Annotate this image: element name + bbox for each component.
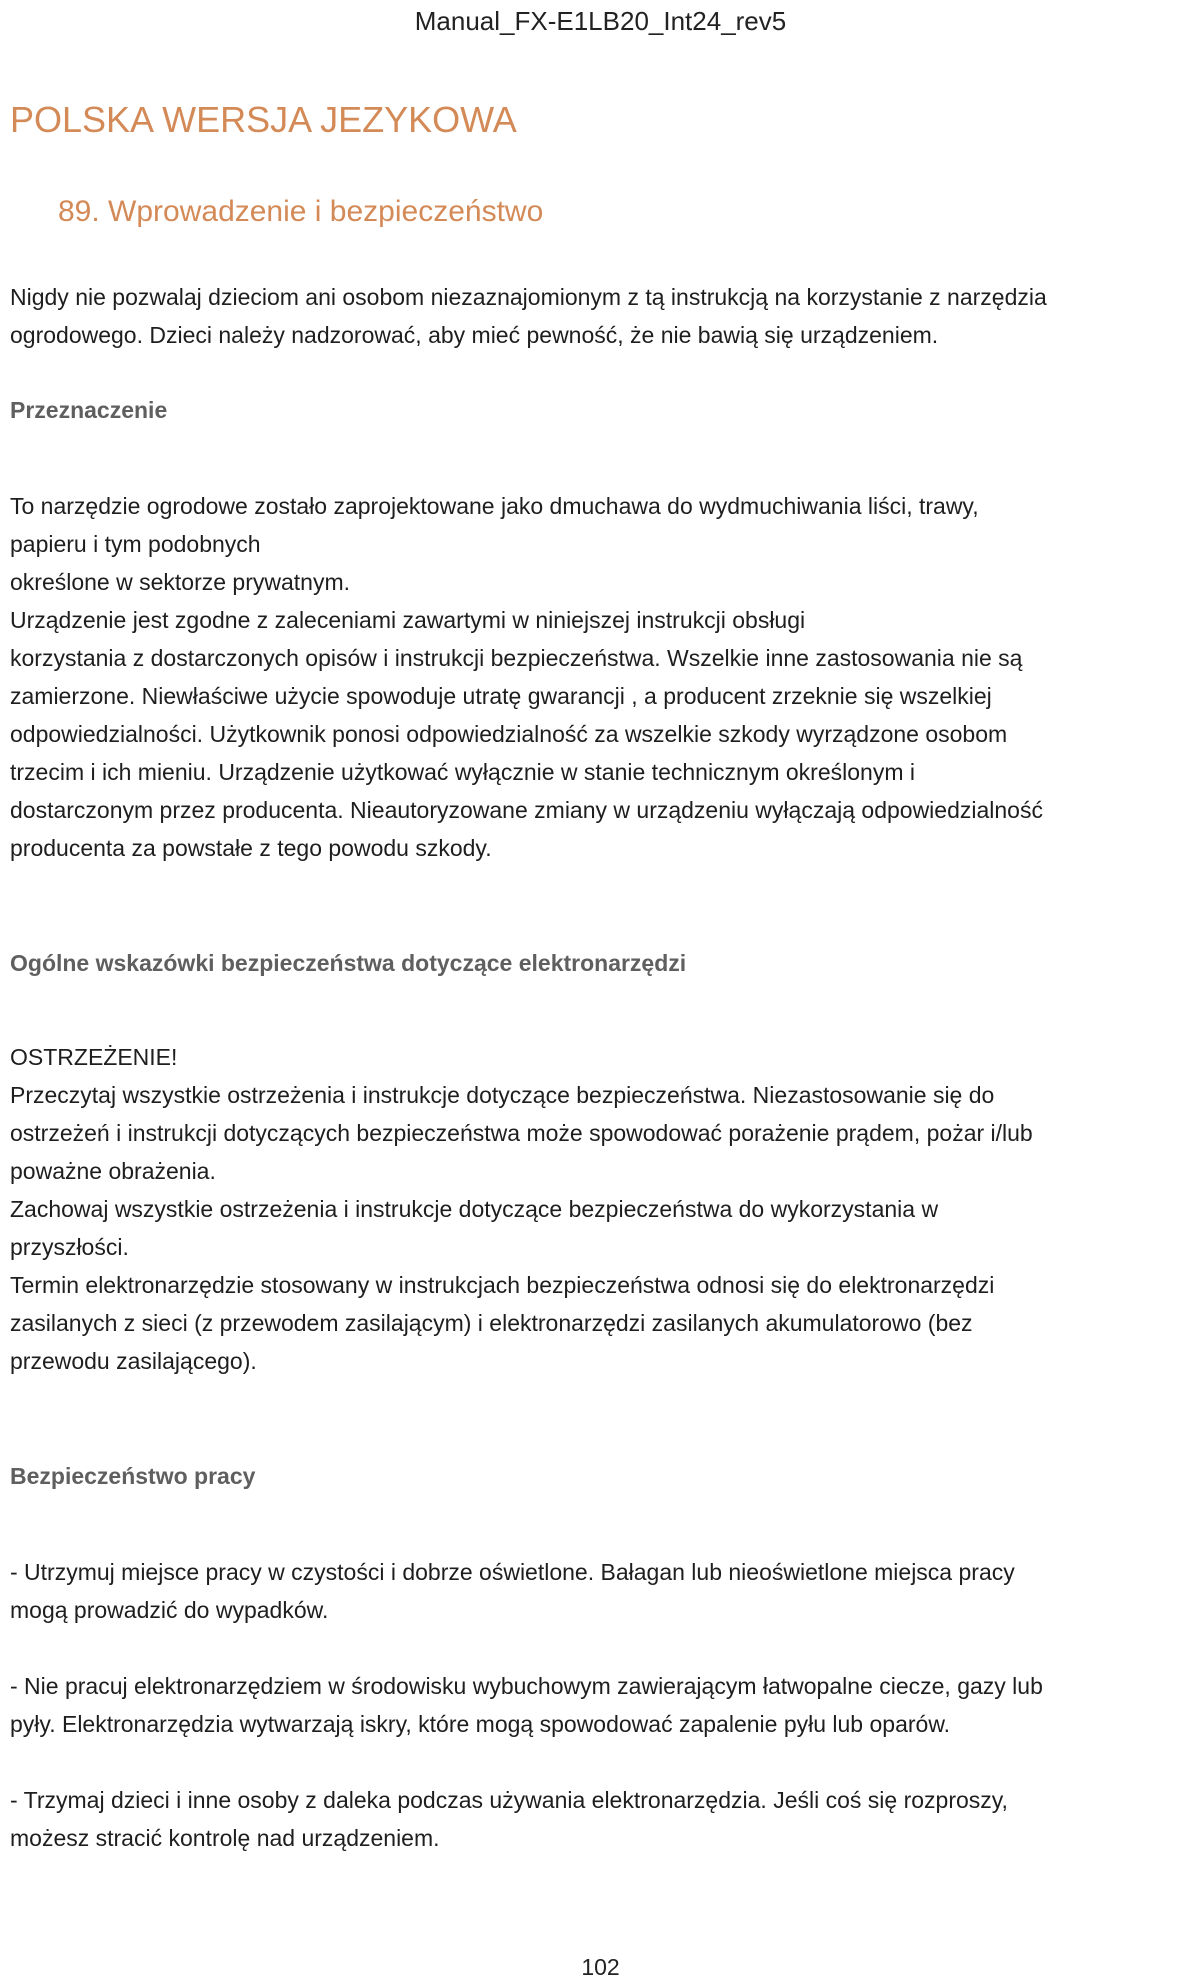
text-line: pyły. Elektronarzędzia wytwarzają iskry, które mogą spowodować zapalenie pyłu lub oparów. [10, 1711, 951, 1737]
text-line: trzecim i ich mieniu. Urządzenie użytkować wyłącznie w stanie technicznym określonym i [10, 759, 915, 785]
purpose-paragraph [10, 487, 1196, 867]
document-header: Manual_FX-E1LB20_Int24_rev5 [414, 6, 787, 36]
text-line: korzystania z dostarczonych opisów i instrukcji bezpieczeństwa. Wszelkie inne zastosowania nie są [10, 645, 1023, 671]
text-line: Urządzenie jest zgodne z zaleceniami zawartymi w niniejszej instrukcji obsługi [10, 607, 806, 633]
section-title: 89. Wprowadzenie i bezpieczeństwo [58, 195, 544, 228]
text-line: Termin elektronarzędzie stosowany w instrukcjach bezpieczeństwa odnosi się do elektronarzędzi [10, 1272, 995, 1298]
text-line: To narzędzie ogrodowe zostało zaprojektowane jako dmuchawa do wydmuchiwania liści, trawy, [10, 493, 979, 519]
text-line: dostarczonym przez producenta. Nieautoryzowane zmiany w urządzeniu wyłączają odpowiedzialność [10, 797, 1043, 823]
text-line: producenta za powstałe z tego powodu szkody. [10, 835, 492, 861]
text-line: odpowiedzialności. Użytkownik ponosi odpowiedzialność za wszelkie szkody wyrządzone osobom [10, 721, 1008, 747]
text-line: możesz stracić kontrolę nad urządzeniem. [10, 1825, 440, 1851]
text-line: ostrzeżeń i instrukcji dotyczących bezpieczeństwa może spowodować porażenie prądem, pożar i/lub [10, 1120, 1033, 1146]
text-line: - Utrzymuj miejsce pracy w czystości i dobrze oświetlone. Bałagan lub nieoświetlone miejsca pracy [10, 1559, 1015, 1585]
general-safety-heading: Ogólne wskazówki bezpieczeństwa dotyczące elektronarzędzi [10, 950, 687, 976]
text-line: mogą prowadzić do wypadków. [10, 1597, 329, 1623]
text-line: Nigdy nie pozwalaj dzieciom ani osobom niezaznajomionym z tą instrukcją na korzystanie z narzędzia [10, 284, 1047, 310]
language-title: POLSKA WERSJA JEZYKOWA [10, 99, 517, 140]
text-line: zamierzone. Niewłaściwe użycie spowoduje utratę gwarancji , a producent zrzeknie się wszelkiej [10, 683, 992, 709]
general-safety-paragraph [10, 1038, 1196, 1380]
text-line: poważne obrażenia. [10, 1158, 216, 1184]
intro-paragraph [10, 278, 1196, 354]
warning-label: OSTRZEŻENIE! [10, 1044, 178, 1070]
purpose-heading: Przeznaczenie [10, 397, 168, 423]
text-line: zasilanych z sieci (z przewodem zasilającym) i elektronarzędzi zasilanych akumulatorowo (bez [10, 1310, 973, 1336]
work-safety-item [10, 1667, 1196, 1743]
text-line: określone w sektorze prywatnym. [10, 569, 351, 595]
text-line: - Trzymaj dzieci i inne osoby z daleka podczas używania elektronarzędzia. Jeśli coś się rozproszy, [10, 1787, 1008, 1813]
text-line: - Nie pracuj elektronarzędziem w środowisku wybuchowym zawierającym łatwopalne ciecze, gazy lub [10, 1673, 1043, 1699]
text-line: papieru i tym podobnych [10, 531, 261, 557]
text-line: ogrodowego. Dzieci należy nadzorować, aby mieć pewność, że nie bawią się urządzeniem. [10, 322, 939, 348]
text-line: Przeczytaj wszystkie ostrzeżenia i instrukcje dotyczące bezpieczeństwa. Niezastosowanie się do [10, 1082, 995, 1108]
text-line: Zachowaj wszystkie ostrzeżenia i instrukcje dotyczące bezpieczeństwa do wykorzystania w [10, 1196, 939, 1222]
work-safety-heading: Bezpieczeństwo pracy [10, 1463, 256, 1489]
page-number: 102 [581, 1954, 620, 1980]
text-line: przyszłości. [10, 1234, 129, 1260]
text-line: przewodu zasilającego). [10, 1348, 257, 1374]
work-safety-item [10, 1781, 1196, 1857]
work-safety-item [10, 1553, 1196, 1629]
